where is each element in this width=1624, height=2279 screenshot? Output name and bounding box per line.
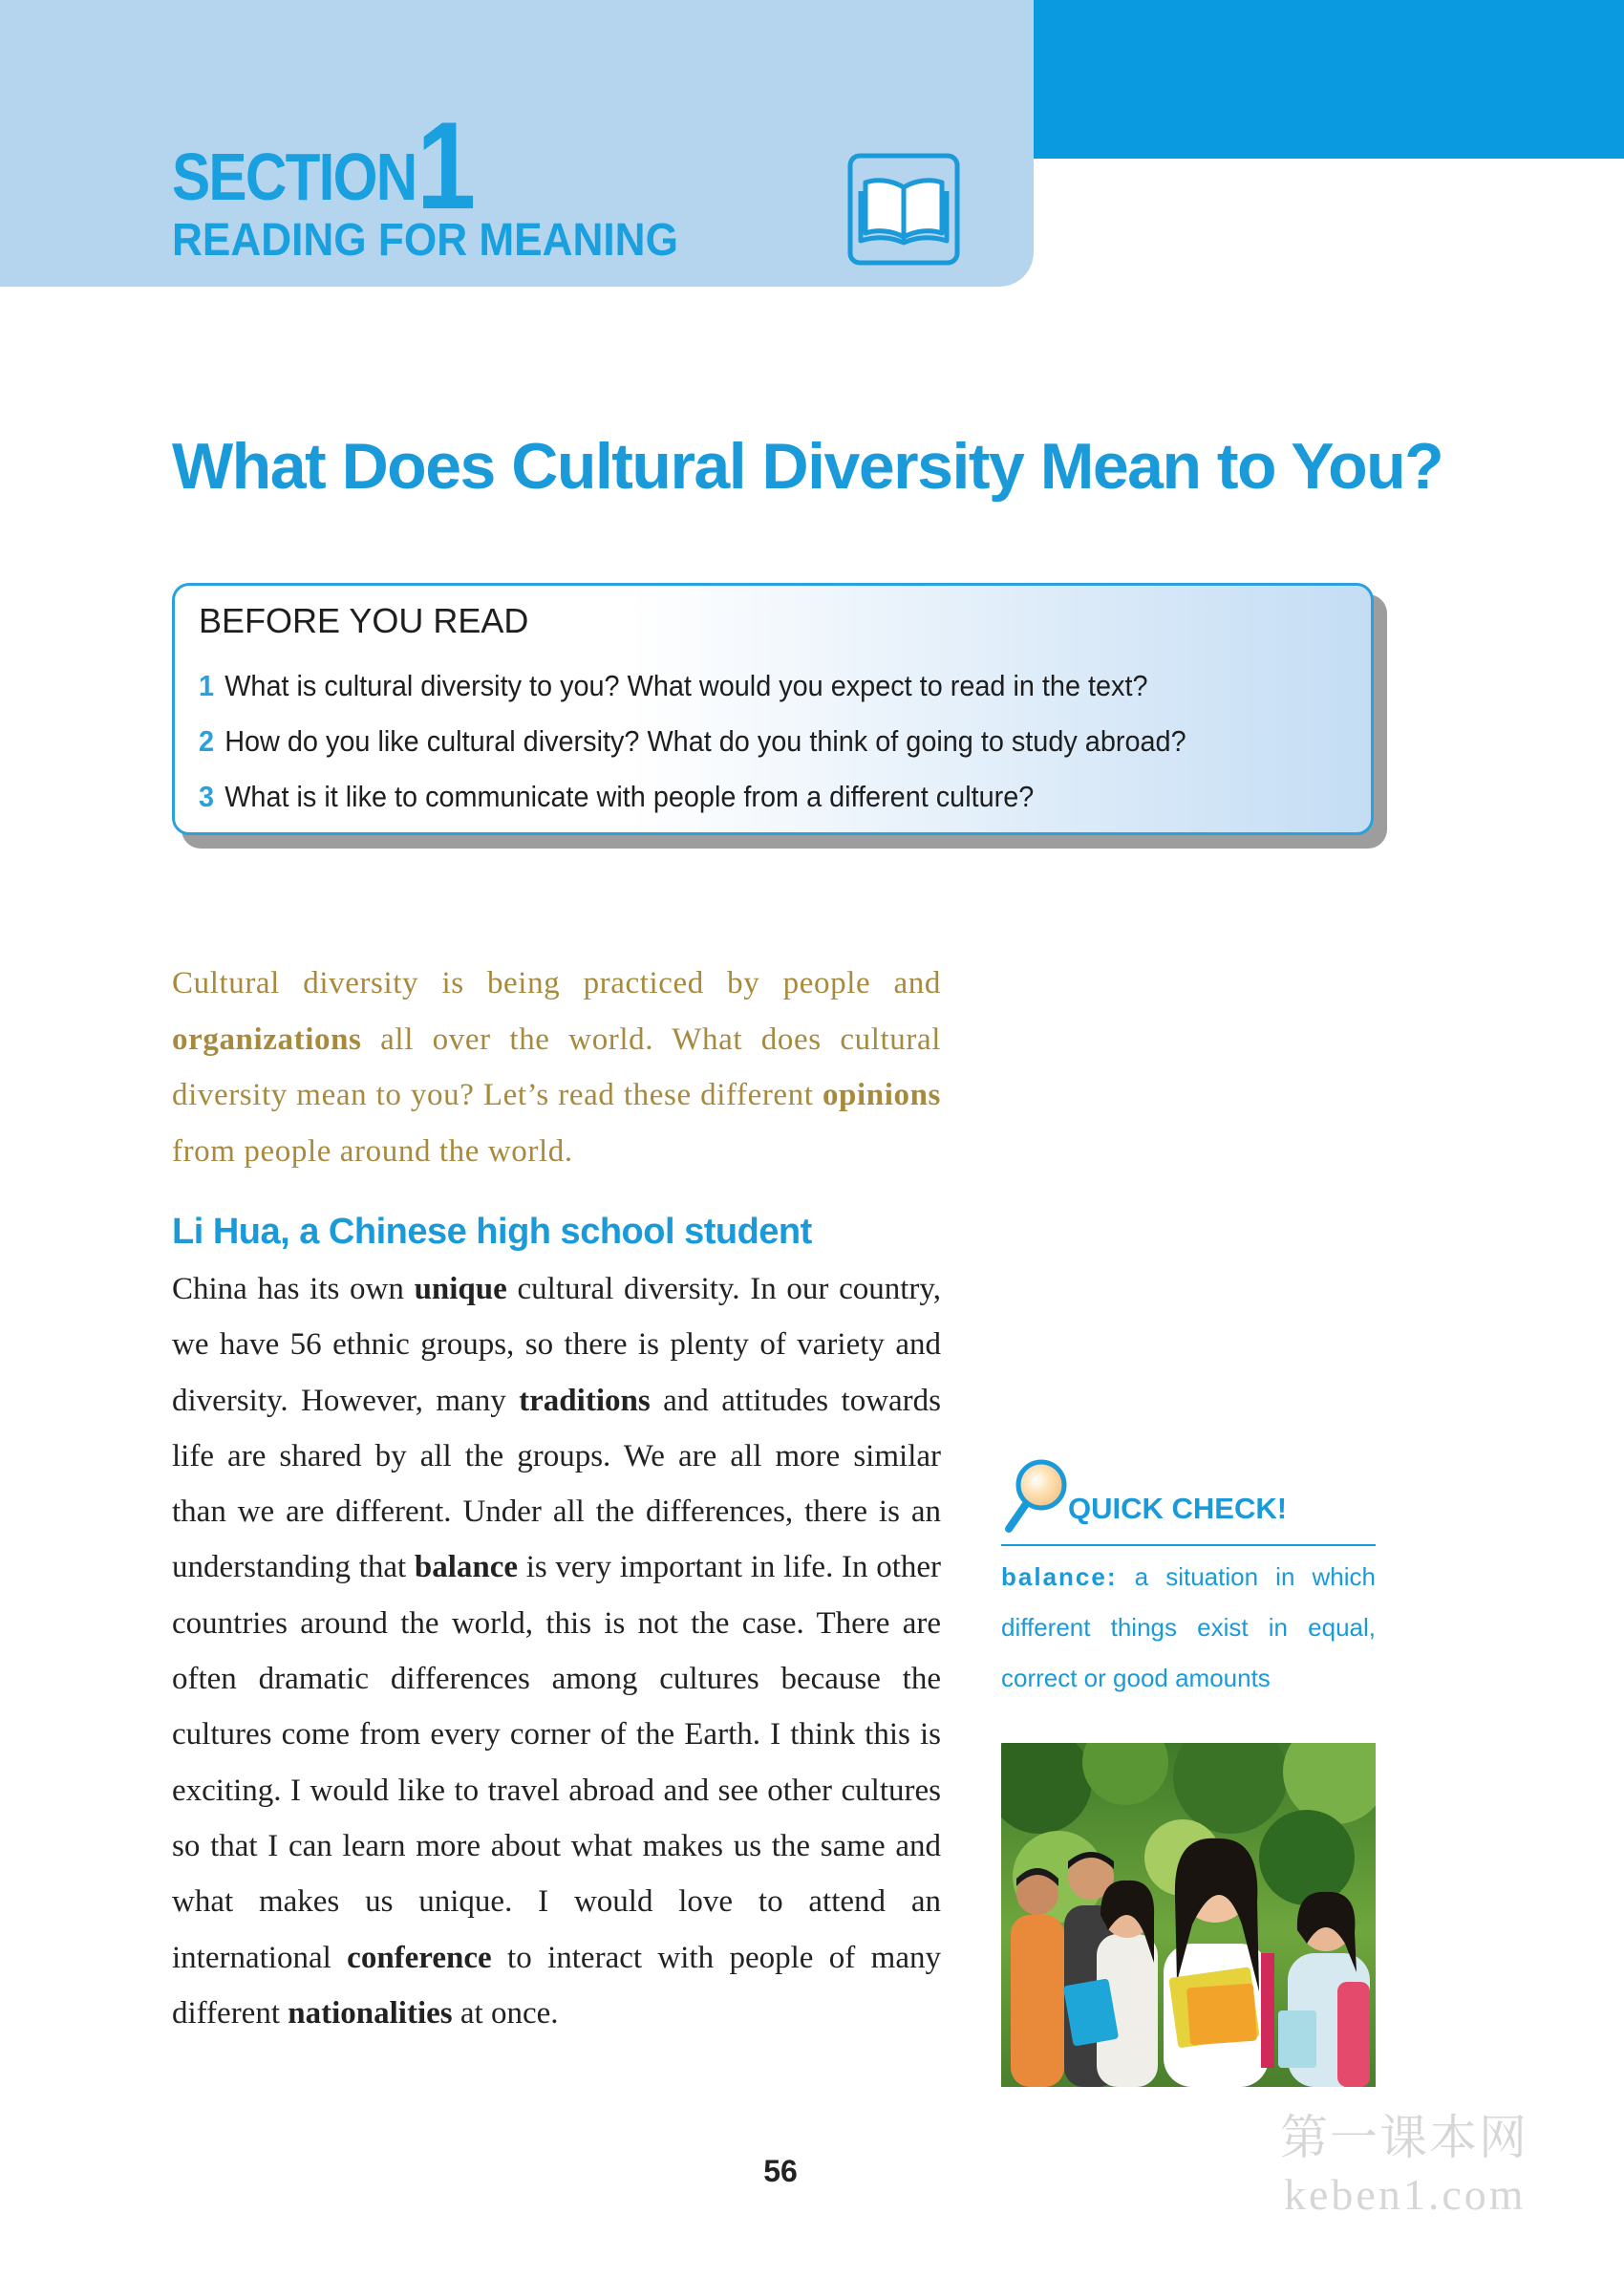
- question-2: [199, 726, 1186, 756]
- question-text: What is it like to communicate with people from a different culture?: [224, 780, 1035, 813]
- intro-text: from people around the world.: [172, 1133, 573, 1169]
- question-1: [199, 671, 1147, 700]
- question-text: What is cultural diversity to you? What would you expect to read in the text?: [224, 669, 1148, 702]
- question-text: How do you like cultural diversity? What do you think of going to study abroad?: [224, 724, 1186, 758]
- quick-check-definition: [1001, 1552, 1376, 1704]
- header-blue-bar: [1034, 0, 1624, 159]
- page-number: 56: [763, 2154, 798, 2188]
- question-3: [199, 782, 1034, 811]
- question-number: 3: [199, 780, 215, 813]
- page-title: What Does Cultural Diversity Mean to You?: [172, 430, 1443, 503]
- section-subtitle: READING FOR MEANING: [172, 215, 678, 266]
- definition-term: balance:: [1001, 1562, 1118, 1591]
- magnifying-glass-icon: [1003, 1456, 1072, 1535]
- body-text: is very important in life. In other countries around the world, this is not the case. There are often dramatic differences among cultures because the cultures come from every corner of the Earth. I think this is exciting. I would like to travel abroad and see other cultures so that I can learn more about what makes us the same and what makes us unique. I would love to attend an international: [172, 1550, 941, 1975]
- vocab-word: conference: [347, 1940, 492, 1975]
- vocab-word: organizations: [172, 1021, 362, 1057]
- open-book-icon: [847, 153, 960, 266]
- vocab-word: balance: [414, 1550, 519, 1585]
- section-number: 1: [417, 96, 477, 235]
- vocab-word: nationalities: [288, 1995, 453, 2031]
- definition-text: a situation in which different things exist in equal, correct or good amounts: [1001, 1562, 1376, 1692]
- intro-paragraph: [172, 956, 941, 1179]
- watermark-url: keben1.com: [1284, 2170, 1527, 2219]
- students-photo: [1001, 1743, 1376, 2087]
- before-you-read-heading: BEFORE YOU READ: [199, 601, 529, 640]
- quick-check-divider: [1001, 1544, 1376, 1546]
- watermark-chinese: 第一课本网: [1280, 2110, 1528, 2165]
- body-text: cultural diversity. In our country, we have 56 ethnic groups, so there is plenty of variety and diversity. However, many: [172, 1272, 941, 1418]
- vocab-word: unique: [414, 1272, 507, 1306]
- speaker-heading: Li Hua, a Chinese high school student: [172, 1212, 812, 1252]
- intro-text: Cultural diversity is being practiced by people and: [172, 966, 941, 1000]
- intro-text: all over the world. What does cultural diversity mean to you? Let’s read these different: [172, 1021, 941, 1112]
- body-text: to interact with people of many different: [172, 1940, 941, 2031]
- question-number: 1: [199, 669, 215, 702]
- section-label: SECTION: [172, 140, 417, 214]
- quick-check-title: QUICK CHECK!: [1068, 1492, 1288, 1525]
- vocab-word: opinions: [822, 1078, 941, 1112]
- body-text: and attitudes towards life are shared by all the groups. We are all more similar than we are different. Under all the differences, there is an understanding that: [172, 1383, 942, 1585]
- question-number: 2: [199, 724, 215, 758]
- body-paragraph: [172, 1261, 941, 2041]
- vocab-word: traditions: [519, 1383, 651, 1418]
- body-text: China has its own: [172, 1272, 415, 1306]
- body-text: at once.: [452, 1995, 559, 2031]
